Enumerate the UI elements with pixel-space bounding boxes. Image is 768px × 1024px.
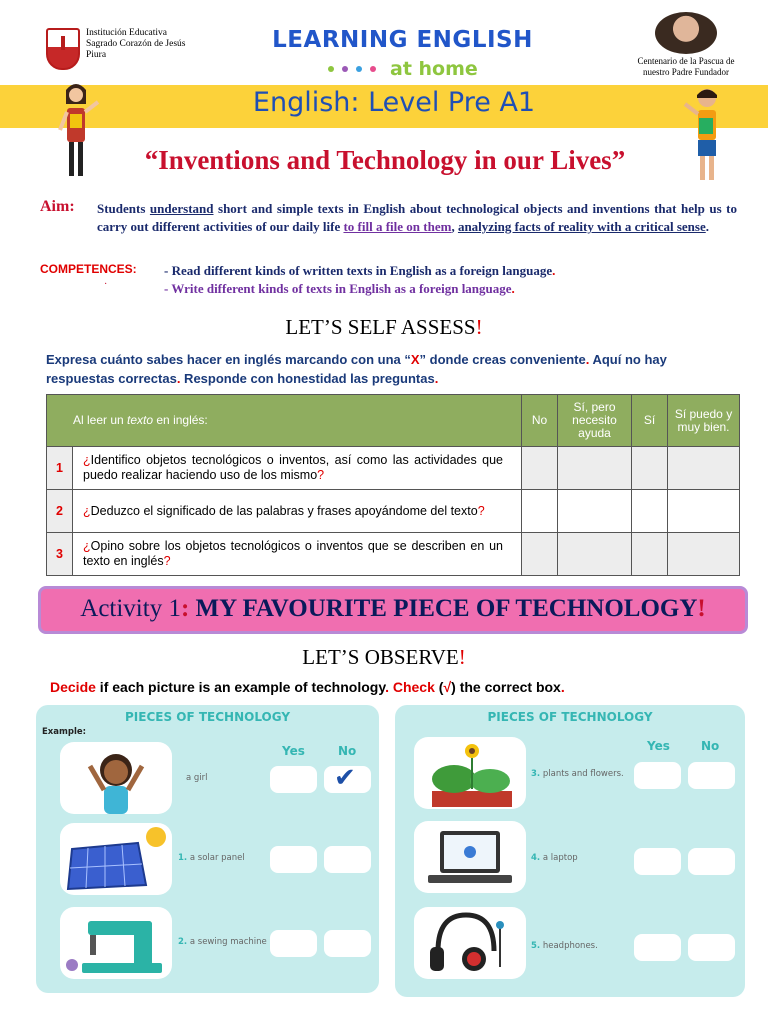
self-assess-instructions: Expresa cuánto sabes hacer en inglés marcando con una “X” donde creas conveniente. Aquí no hay respuestas correctas. Responde con honestidad las preguntas. <box>46 352 667 386</box>
answer-cell[interactable] <box>632 490 668 533</box>
answer-cell[interactable] <box>522 490 558 533</box>
laptop-picture <box>414 821 526 893</box>
level-title: English: Level Pre A1 <box>252 87 536 118</box>
col-yes: Sí <box>632 395 668 447</box>
answer-cell[interactable] <box>632 533 668 576</box>
table-row <box>47 490 740 533</box>
row-number: 2 <box>47 490 73 533</box>
worksheet-panel-left <box>36 705 379 993</box>
laptop-image <box>414 821 526 893</box>
answer-cell[interactable] <box>632 447 668 490</box>
row-question: ¿Deduzco el significado de las palabras y frases apoyándome del texto? <box>73 490 522 533</box>
yes-checkbox[interactable] <box>270 766 317 793</box>
dot-mark: · <box>104 279 108 290</box>
no-checkbox[interactable] <box>324 846 371 873</box>
yes-column-header: Yes <box>282 744 305 758</box>
no-column-header: No <box>338 744 357 758</box>
logo-subtitle: at home <box>390 58 478 80</box>
example-label: Example: <box>42 727 87 737</box>
learning-english-logo: LEARNING ENGLISH <box>272 27 533 53</box>
row-question: ¿Identifico objetos tecnológicos o inventos, así como las actividades que puedo realizar haciendo uso de los mismo? <box>73 447 522 490</box>
col-yes-need-help: Sí, pero necesito ayuda <box>558 395 632 447</box>
sewing-machine-picture <box>60 907 172 979</box>
item-label: 4. a laptop <box>531 853 578 863</box>
lesson-title: “Inventions and Technology in our Lives” <box>144 145 626 175</box>
plants-image <box>414 737 526 809</box>
answer-cell[interactable] <box>522 447 558 490</box>
no-checkbox[interactable] <box>688 762 735 789</box>
observe-instruction: Decide if each picture is an example of technology. Check (√) the correct box. <box>50 679 565 695</box>
headphones-picture <box>414 907 526 979</box>
panel-title: PIECES OF TECHNOLOGY <box>124 710 291 724</box>
yes-checkbox[interactable] <box>270 930 317 957</box>
item-label: 5. headphones. <box>531 941 598 951</box>
col-yes-very-well: Sí puedo y muy bien. <box>668 395 740 447</box>
answer-cell[interactable] <box>558 533 632 576</box>
row-number: 3 <box>47 533 73 576</box>
solar-panel-picture <box>60 823 172 895</box>
yes-checkbox[interactable] <box>270 846 317 873</box>
table-row <box>47 533 740 576</box>
item-label: 1. a solar panel <box>178 853 245 863</box>
plants-picture <box>414 737 526 809</box>
activity-title: Activity 1: MY FAVOURITE PIECE OF TECHNOLOGY! <box>80 595 706 622</box>
no-checkbox[interactable] <box>688 848 735 875</box>
aim-text: Students understand short and simple texts in English about technological objects and inventions that help us to carry out different activities of our daily life to fill a file on them, analyzing facts of reality with a critical sense. <box>97 201 737 234</box>
worksheet-panel-right <box>395 705 745 997</box>
yes-checkbox[interactable] <box>634 934 681 961</box>
self-assess-table <box>46 394 740 576</box>
aim-label: Aim: <box>40 198 75 215</box>
answer-cell[interactable] <box>668 533 740 576</box>
solar-panel-image <box>60 823 172 895</box>
girl-image <box>60 742 172 814</box>
headphones-image <box>414 907 526 979</box>
founder-photo <box>655 12 717 54</box>
item-label: 3. plants and flowers. <box>531 769 624 779</box>
activity-banner <box>38 586 748 634</box>
observe-title: LET’S OBSERVE! <box>302 645 466 669</box>
competences-list <box>164 262 555 298</box>
no-column-header: No <box>701 739 720 753</box>
item-label: 2. a sewing machine <box>178 937 267 947</box>
competence-item: - Read different kinds of written texts in English as a foreign language. <box>164 263 556 278</box>
row-number: 1 <box>47 447 73 490</box>
answer-cell[interactable] <box>668 490 740 533</box>
competence-item: - Write different kinds of texts in English as a foreign language. <box>164 281 515 296</box>
no-checkbox[interactable] <box>688 934 735 961</box>
boy-illustration <box>675 82 735 187</box>
col-no: No <box>522 395 558 447</box>
answer-cell[interactable] <box>668 447 740 490</box>
answer-cell[interactable] <box>522 533 558 576</box>
founder-caption: Centenario de la Pascua de nuestro Padre Fundador <box>637 56 735 77</box>
competences-label: COMPETENCES: <box>40 262 137 276</box>
table-header-prompt: Al leer un texto en inglés: <box>47 395 522 447</box>
self-assess-title: LET’S SELF ASSESS! <box>285 315 483 339</box>
logo-dots-icon <box>328 66 376 72</box>
girl-picture <box>60 742 172 814</box>
table-header-row <box>47 395 740 447</box>
answer-cell[interactable] <box>558 490 632 533</box>
panel-title: PIECES OF TECHNOLOGY <box>487 710 653 724</box>
row-question: ¿Opino sobre los objetos tecnológicos o inventos que se describen en un texto en inglés? <box>73 533 522 576</box>
yes-checkbox[interactable] <box>634 848 681 875</box>
table-row <box>47 447 740 490</box>
check-icon: ✔ <box>334 763 356 793</box>
yes-column-header: Yes <box>647 739 670 753</box>
item-label: a girl <box>186 773 208 783</box>
yes-checkbox[interactable] <box>634 762 681 789</box>
school-shield-icon <box>46 28 80 70</box>
answer-cell[interactable] <box>558 447 632 490</box>
school-logo <box>46 28 185 70</box>
no-checkbox[interactable] <box>324 930 371 957</box>
no-checkbox[interactable] <box>324 763 371 793</box>
sewing-machine-image <box>60 907 172 979</box>
school-name: Institución Educativa Sagrado Corazón de Jesús Piura <box>86 28 186 60</box>
